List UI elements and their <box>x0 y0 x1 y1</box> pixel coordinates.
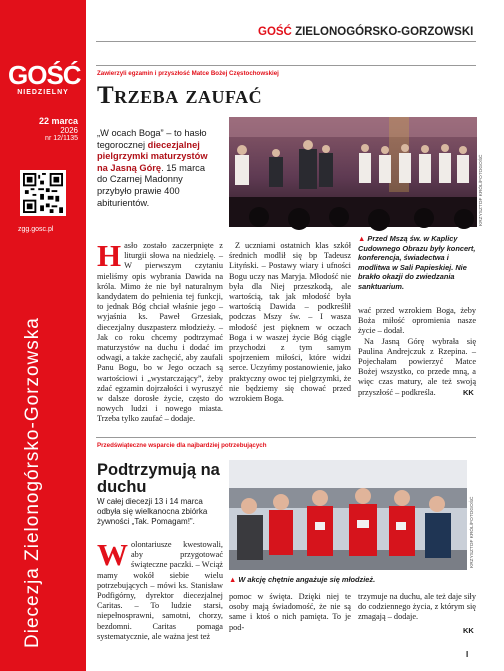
article1-photo-credit: KRZYSZTOF KRÓL/FOTOGOŚĆ <box>479 154 484 226</box>
drop-cap-2: W <box>97 537 128 572</box>
logo-sub: NIEDZIELNY <box>17 89 69 96</box>
vertical-diocese-title: Diecezja Zielonogórsko-Gorzowska <box>22 317 43 648</box>
article1-caption <box>358 234 476 292</box>
issue-number: nr 12/1135 <box>45 135 78 142</box>
concert-photo-graphic <box>229 117 477 227</box>
header-edition: ZIELONOGÓRSKO-GORZOWSKI <box>295 26 474 38</box>
article1-body-1: asło zostało zaczerpnięte z liturgii słowa na niedzielę. – W pierwszym czytaniu mieliśmy opis wybrania Dawida na króla. Mimo że nie był naturalnym kandydatem do pełnienia tej funkcji, to jednak Bóg chciał właśnie jego – wyjaśnia ks. Paweł Grzesiak, diecezjalny duszpasterz młodzieży. – Jak co roku chcemy podtrzymać maturzystów na duchu i dodać im odwagi, a także zachęcić, aby zaufali Panu Bogu, bo w Jego oczach są wartościowi i „wystarczający”, żeby zdać egzamin dojrzałości i wyruszyć w dalsze dorosłe życie, często do nowych ludzi i nowego miasta. Trzeba tylko zaufać – dodaje. <box>97 241 223 424</box>
article2-lead: W całej diecezji 13 i 14 marca odbyła się wielkanocna zbiórka żywności „Tak. Pomagam!”. <box>97 497 208 526</box>
kicker-divider-1 <box>96 65 476 66</box>
kicker-divider-2 <box>96 437 476 438</box>
qr-code-icon[interactable] <box>20 170 66 216</box>
caption-triangle-icon: ▲ <box>358 234 366 243</box>
drop-cap: H <box>97 238 122 273</box>
lead-quote: „W ocach Boga” <box>97 128 164 138</box>
article1-lead <box>97 128 215 209</box>
article2-kicker: Przedświąteczne wsparcie dla najbardziej potrzebujących <box>97 442 267 449</box>
caption2-triangle-icon: ▲ <box>229 575 237 584</box>
website-link[interactable]: zgg.gosc.pl <box>18 226 54 233</box>
lead-text-2: . 15 marca do Czarnej Madonny przybyło prawie 400 abiturientów. <box>97 162 205 208</box>
article2-photo <box>229 460 467 570</box>
article1-column-2 <box>229 241 351 424</box>
article1-signature: KK <box>463 388 474 397</box>
article2-body-2: pomoc w święta. Dzięki niej te osoby mają świadomość, że nie są same i ktoś o nich pamięta. To je pod- <box>229 592 351 632</box>
article1-kicker: Zawierzyli egzamin i przyszłość Matce Bożej Częstochowskiej <box>97 70 279 77</box>
lead-bold: diecezjalnej pielgrzymki maturzystów na Jasną Górę <box>97 139 208 173</box>
lead-text-1: – to hasło tegorocznej <box>97 128 207 150</box>
article1-body-3a: wać przed wzrokiem Boga, żeby Boża miłość opromienia nasze życie – dodał. <box>358 306 476 336</box>
article1-body-2: Z uczniami ostatnich klas szkół średnich modlił się bp Tadeusz Lityński. – Postawy wiary i ufności Bogu uczy nas Maryja. Młodość nie była dla Niej przeszkodą, ale wartością, tak jak młodość była wartością Dawida – podkreślił podczas Mszy św. – I wasza młodość jest pięknem w oczach Boga i w waszej życie Bóg ciągle przychodzi z tym samym spojrzeniem miłości, które widzi serce. Uczyńmy postanowienie, jako praktyczny owoc tej pielgrzymki, że nie będziemy się chować przed wzrokiem Boga. <box>229 241 351 404</box>
volunteers-photo-graphic <box>229 460 467 570</box>
article1-column-1 <box>97 238 223 424</box>
date-day: 22 marca <box>38 116 78 126</box>
qr-code-graphic <box>23 173 63 213</box>
article2-title: Podtrzymują na duchu <box>97 461 220 496</box>
caption2-text: W akcję chętnie angażuje się młodzież. <box>238 575 376 584</box>
article2-body-1: olontariusze kwestowali, aby przygotować świąteczne paczki. – Wciąż mamy wokół siebie wielu potrzebujących – mówi ks. Stanisław Podfigórny, dyrektor diecezjalnej Caritas. – To ludzie starsi, niepełnosprawni, samotni, chorzy, bezdomni. Caritas pomaga systematycznie, ale ważna jest też <box>97 540 223 641</box>
header-divider <box>96 41 476 42</box>
article2-column-3 <box>358 592 476 632</box>
caption-text: Przed Mszą św. w Kaplicy Cudownego Obrazu były koncert, konferencja, świadectwa i modlitwa w Sali Papieskiej. Nie brakło okazji do zwiedzania sanktuarium. <box>358 234 476 291</box>
article2-column-2 <box>229 592 351 652</box>
article2-photo-credit: KRZYSZTOF KRÓL/FOTOGOŚĆ <box>470 496 475 568</box>
article2-column-1 <box>97 537 223 652</box>
gosc-logo <box>8 60 81 96</box>
date-year: 2026 <box>60 126 78 135</box>
article2-signature: KK <box>463 626 474 635</box>
article2-caption <box>229 575 467 585</box>
logo-brand: GOŚĆ <box>8 60 81 90</box>
page-number: I <box>466 650 469 659</box>
header-brand: GOŚĆ <box>258 26 292 38</box>
article1-body-3b: Na Jasną Górę wybrała się Paulina Andrejczuk z Rzepina. – Pojechałam powierzyć Matce Bożej wszystko, co przede mną, a więc czas matury, ale też swoją przyszłość – podkreśla. <box>358 336 476 397</box>
page-header <box>258 26 473 38</box>
article2-body-3: trzymuje na duchu, ale też daje siły do codziennego życia, z którym się zmagają – dodaje. <box>358 592 476 622</box>
article1-photo <box>229 117 477 227</box>
article1-title: Trzeba zaufać <box>97 82 263 109</box>
issue-date <box>8 116 78 142</box>
